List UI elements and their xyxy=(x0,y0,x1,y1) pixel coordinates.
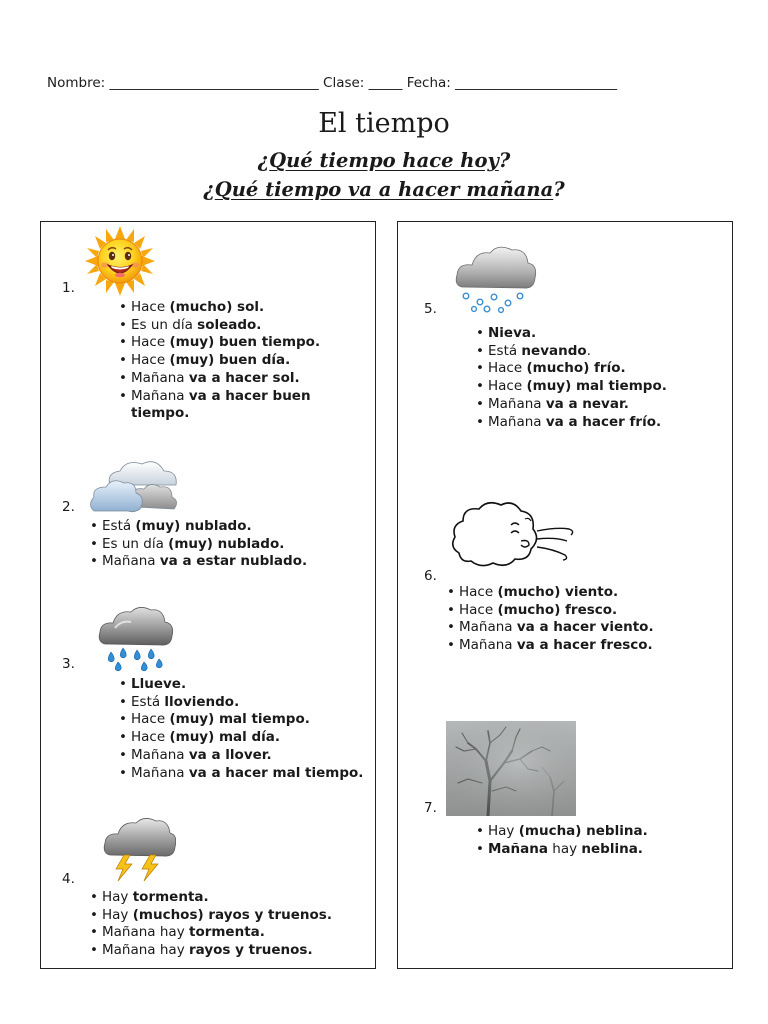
phrase-text: Hace xyxy=(459,601,498,618)
phrase-text: Mañana xyxy=(131,369,189,386)
phrase-bold-text: lloviendo. xyxy=(164,693,240,710)
phrase-item xyxy=(119,747,369,765)
rain-cloud-icon xyxy=(97,602,175,672)
subtitle-tomorrow-text: Qué tiempo va a hacer mañana xyxy=(214,178,554,201)
item-number-4: 4. xyxy=(62,871,75,887)
phrase-bold-text: va a llover. xyxy=(188,746,272,763)
subtitle-today xyxy=(0,149,768,172)
phrase-text: Mañana xyxy=(488,395,546,412)
phrase-item xyxy=(476,841,716,859)
item-number-3: 3. xyxy=(62,656,75,672)
phrase-list-2 xyxy=(90,518,350,571)
phrase-bold-text: soleado. xyxy=(197,316,262,333)
phrase-bold-text: va a hacer mal tiempo. xyxy=(188,764,364,781)
phrase-item xyxy=(119,299,339,317)
phrase-item xyxy=(90,942,350,960)
phrase-text: Hace xyxy=(488,378,527,395)
phrase-text: Hace xyxy=(131,299,170,315)
phrase-text: Mañana xyxy=(131,764,189,781)
item-number-6: 6. xyxy=(424,568,437,584)
phrase-item xyxy=(476,396,716,414)
page-title: El tiempo xyxy=(318,108,450,139)
phrase-text: hay xyxy=(548,840,582,857)
phrase-bold-text: rayos y truenos. xyxy=(188,942,313,959)
subtitle-today-open: ¿ xyxy=(257,149,270,172)
phrase-bold-text: Nieva. xyxy=(488,325,537,341)
phrase-bold-text: va a hacer fresco. xyxy=(516,637,653,654)
phrase-item xyxy=(476,378,716,396)
phrase-text: Mañana hay xyxy=(102,942,189,959)
phrase-text: Es un día xyxy=(131,316,198,333)
phrase-item xyxy=(476,414,716,432)
phrase-item xyxy=(90,889,350,907)
phrase-bold-text: (muy) mal tiempo. xyxy=(526,378,667,395)
item-number-7: 7. xyxy=(424,800,437,816)
phrase-text: Mañana xyxy=(102,553,160,570)
phrase-bold-text: (muy) mal día. xyxy=(169,729,281,746)
phrase-bold-text: va a hacer frío. xyxy=(545,413,662,430)
phrase-bold-text: (mucho) viento. xyxy=(497,584,619,600)
phrase-list-6 xyxy=(447,584,717,655)
phrase-bold-text: (muy) nublado. xyxy=(168,535,285,552)
subtitle-tomorrow xyxy=(0,178,768,201)
phrase-bold-text: va a hacer sol. xyxy=(188,369,300,386)
phrase-list-1 xyxy=(119,299,339,423)
phrase-item xyxy=(476,823,716,841)
phrase-text: Hay xyxy=(102,906,133,923)
phrase-bold-text: (muy) nublado. xyxy=(135,518,252,534)
phrase-bold-text: (muy) buen tiempo. xyxy=(169,334,321,351)
cloud-icon xyxy=(88,455,184,515)
phrase-text: Mañana xyxy=(459,637,517,654)
phrase-text: Está xyxy=(488,342,522,359)
phrase-bold-text: va a estar nublado. xyxy=(159,553,308,570)
phrase-bold-text: tormenta. xyxy=(188,924,265,941)
phrase-bold-text: neblina. xyxy=(581,840,643,857)
sun-icon xyxy=(84,226,156,296)
phrase-item xyxy=(119,711,369,729)
phrase-item xyxy=(90,907,350,925)
phrase-bold-text: (mucho) sol. xyxy=(169,299,265,315)
phrase-item xyxy=(90,553,350,571)
phrase-item xyxy=(90,536,350,554)
subtitle-today-text: Qué tiempo hace hoy xyxy=(269,149,499,172)
phrase-text: Hay xyxy=(102,889,133,905)
fog-photo xyxy=(446,721,576,816)
phrase-text: Mañana xyxy=(131,387,189,404)
phrase-bold-text: (mucho) frío. xyxy=(526,360,626,377)
phrase-bold-text: (mucho) fresco. xyxy=(497,601,618,618)
phrase-item xyxy=(447,602,717,620)
phrase-text: . xyxy=(586,342,591,359)
subtitle-tomorrow-close: ? xyxy=(553,178,565,201)
phrase-text: Mañana xyxy=(459,619,517,636)
phrase-bold-text: (muchos) rayos y truenos. xyxy=(132,906,332,923)
phrase-text: Hace xyxy=(131,352,170,369)
phrase-text: Hace xyxy=(459,584,498,600)
phrase-text: Hay xyxy=(488,823,519,839)
item-number-1: 1. xyxy=(62,280,75,296)
phrase-bold-text: Llueve. xyxy=(131,676,187,692)
phrase-item xyxy=(119,676,369,694)
phrase-bold-text: Mañana xyxy=(488,840,548,857)
storm-cloud-icon xyxy=(102,815,176,885)
phrase-item xyxy=(119,317,339,335)
phrase-bold-text: va a hacer buen tiempo. xyxy=(131,387,311,422)
phrase-item xyxy=(476,360,716,378)
phrase-text: Mañana xyxy=(488,413,546,430)
phrase-text: Mañana xyxy=(131,746,189,763)
phrase-item xyxy=(119,765,369,783)
phrase-text: Es un día xyxy=(102,535,169,552)
item-number-2: 2. xyxy=(62,499,75,515)
phrase-list-3 xyxy=(119,676,369,782)
phrase-text: Está xyxy=(102,518,136,534)
phrase-item xyxy=(119,370,339,388)
subtitle-today-close: ? xyxy=(498,149,511,172)
phrase-item xyxy=(476,325,716,343)
phrase-item xyxy=(119,334,339,352)
snow-cloud-icon xyxy=(454,243,538,315)
phrase-bold-text: (muy) buen día. xyxy=(169,352,291,369)
phrase-bold-text: (mucha) neblina. xyxy=(518,823,648,839)
phrase-text: Hace xyxy=(488,360,527,377)
phrase-item xyxy=(447,584,717,602)
phrase-list-5 xyxy=(476,325,716,431)
phrase-item xyxy=(447,619,717,637)
phrase-item xyxy=(476,343,716,361)
phrase-list-7 xyxy=(476,823,716,858)
phrase-bold-text: va a hacer viento. xyxy=(516,619,654,636)
phrase-item xyxy=(119,388,339,423)
phrase-bold-text: (muy) mal tiempo. xyxy=(169,711,310,728)
phrase-item xyxy=(119,729,369,747)
phrase-bold-text: nevando xyxy=(521,342,587,359)
phrase-item xyxy=(119,352,339,370)
phrase-item xyxy=(447,637,717,655)
wind-icon xyxy=(449,497,577,575)
phrase-text: Está xyxy=(131,693,165,710)
phrase-bold-text: va a nevar. xyxy=(545,395,629,412)
phrase-item xyxy=(119,694,369,712)
subtitle-tomorrow-open: ¿ xyxy=(203,178,215,201)
phrase-item xyxy=(90,518,350,536)
phrase-list-4 xyxy=(90,889,350,960)
phrase-text: Mañana hay xyxy=(102,924,189,941)
phrase-text: Hace xyxy=(131,711,170,728)
item-number-5: 5. xyxy=(424,301,437,317)
phrase-bold-text: tormenta. xyxy=(132,889,209,905)
phrase-item xyxy=(90,924,350,942)
name-class-date-line: Nombre: _______________________________ Clase: _____ Fecha: ________________________ xyxy=(47,75,618,91)
phrase-text: Hace xyxy=(131,729,170,746)
phrase-text: Hace xyxy=(131,334,170,351)
